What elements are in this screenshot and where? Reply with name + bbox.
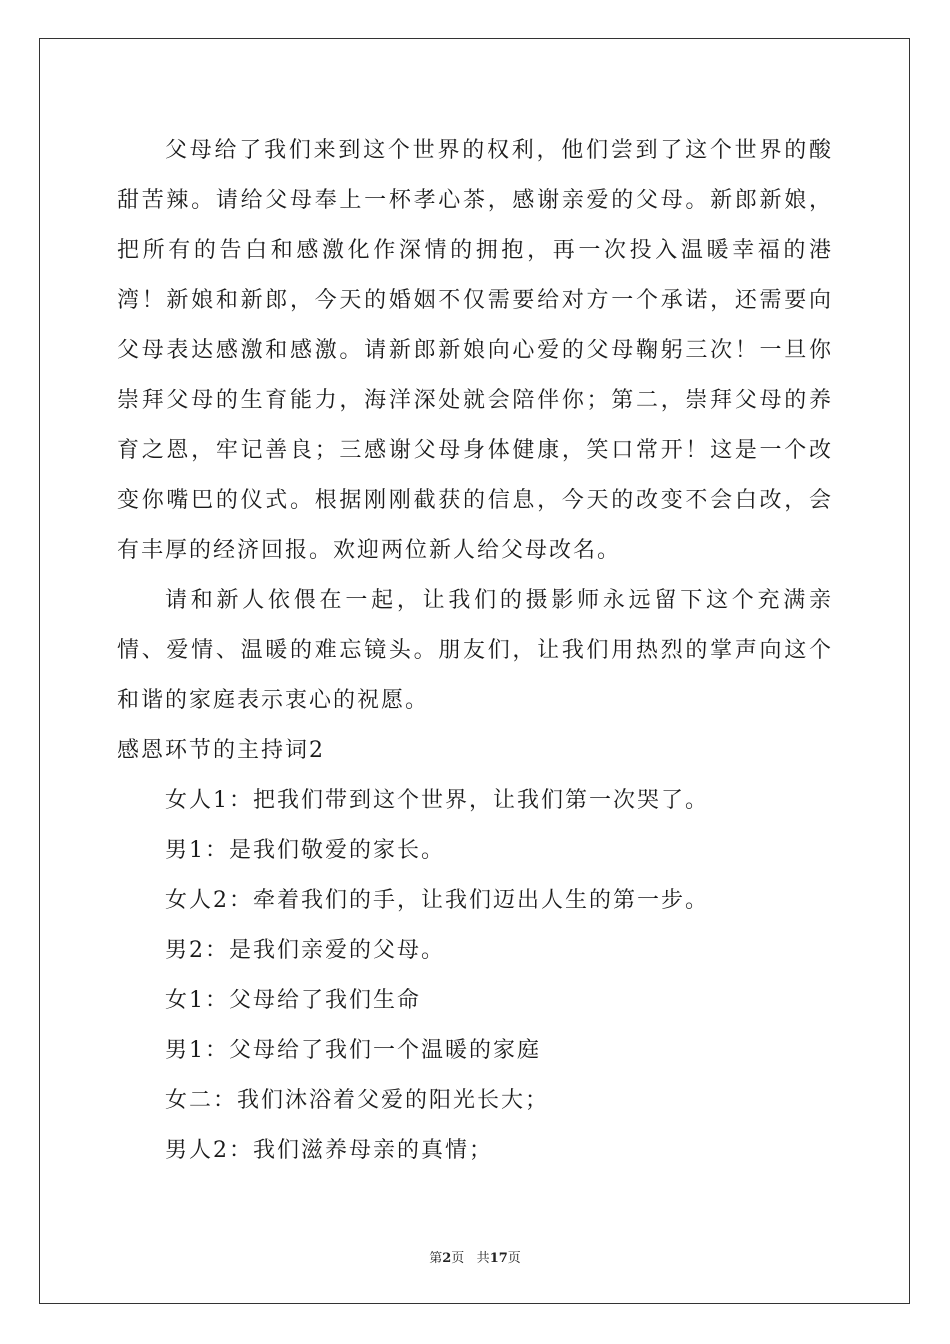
paragraph-2: 请和新人依偎在一起，让我们的摄影师永远留下这个充满亲情、爱情、温暖的难忘镜头。朋友们，让我们用热烈的掌声向这个和谐的家庭表示衷心的祝愿。	[117, 588, 833, 713]
dialog-line: 女1：父母给了我们生命	[165, 988, 421, 1013]
page-suffix: 页	[451, 1251, 465, 1266]
dialog-line: 女人2：牵着我们的手，让我们迈出人生的第一步。	[165, 888, 709, 913]
dialog-line: 女人1：把我们带到这个世界，让我们第一次哭了。	[165, 788, 709, 813]
paragraph-1: 父母给了我们来到这个世界的权利，他们尝到了这个世界的酸甜苦辣。请给父母奉上一杯孝心茶，感谢亲爱的父母。新郎新娘，把所有的告白和感激化作深情的拥抱，再一次投入温暖幸福的港湾！新娘和新郎，今天的婚姻不仅需要给对方一个承诺，还需要向父母表达感激和感激。请新郎新娘向心爱的父母鞠躬三次！一旦你崇拜父母的生育能力，海洋深处就会陪伴你；第二，崇拜父母的养育之恩，牢记善良；三感谢父母身体健康，笑口常开！这是一个改变你嘴巴的仪式。根据刚刚截获的信息，今天的改变不会白改，会有丰厚的经济回报。欢迎两位新人给父母改名。	[117, 138, 833, 563]
page-number: 2	[442, 1251, 452, 1266]
dialog-line: 女二：我们沐浴着父爱的阳光长大；	[165, 1088, 550, 1113]
dialog-line: 男1：是我们敬爱的家长。	[165, 838, 445, 863]
document-body	[117, 126, 833, 1176]
section-title: 感恩环节的主持词2	[117, 738, 325, 763]
total-suffix: 页	[507, 1251, 521, 1266]
page-footer	[0, 1247, 950, 1266]
dialog-line: 男人2：我们滋养母亲的真情；	[165, 1138, 493, 1163]
dialog-line: 男2：是我们亲爱的父母。	[165, 938, 445, 963]
total-prefix: 共	[476, 1251, 490, 1266]
dialog-line: 男1：父母给了我们一个温暖的家庭	[165, 1038, 541, 1063]
total-pages: 17	[489, 1251, 508, 1266]
page-prefix: 第	[429, 1251, 443, 1266]
